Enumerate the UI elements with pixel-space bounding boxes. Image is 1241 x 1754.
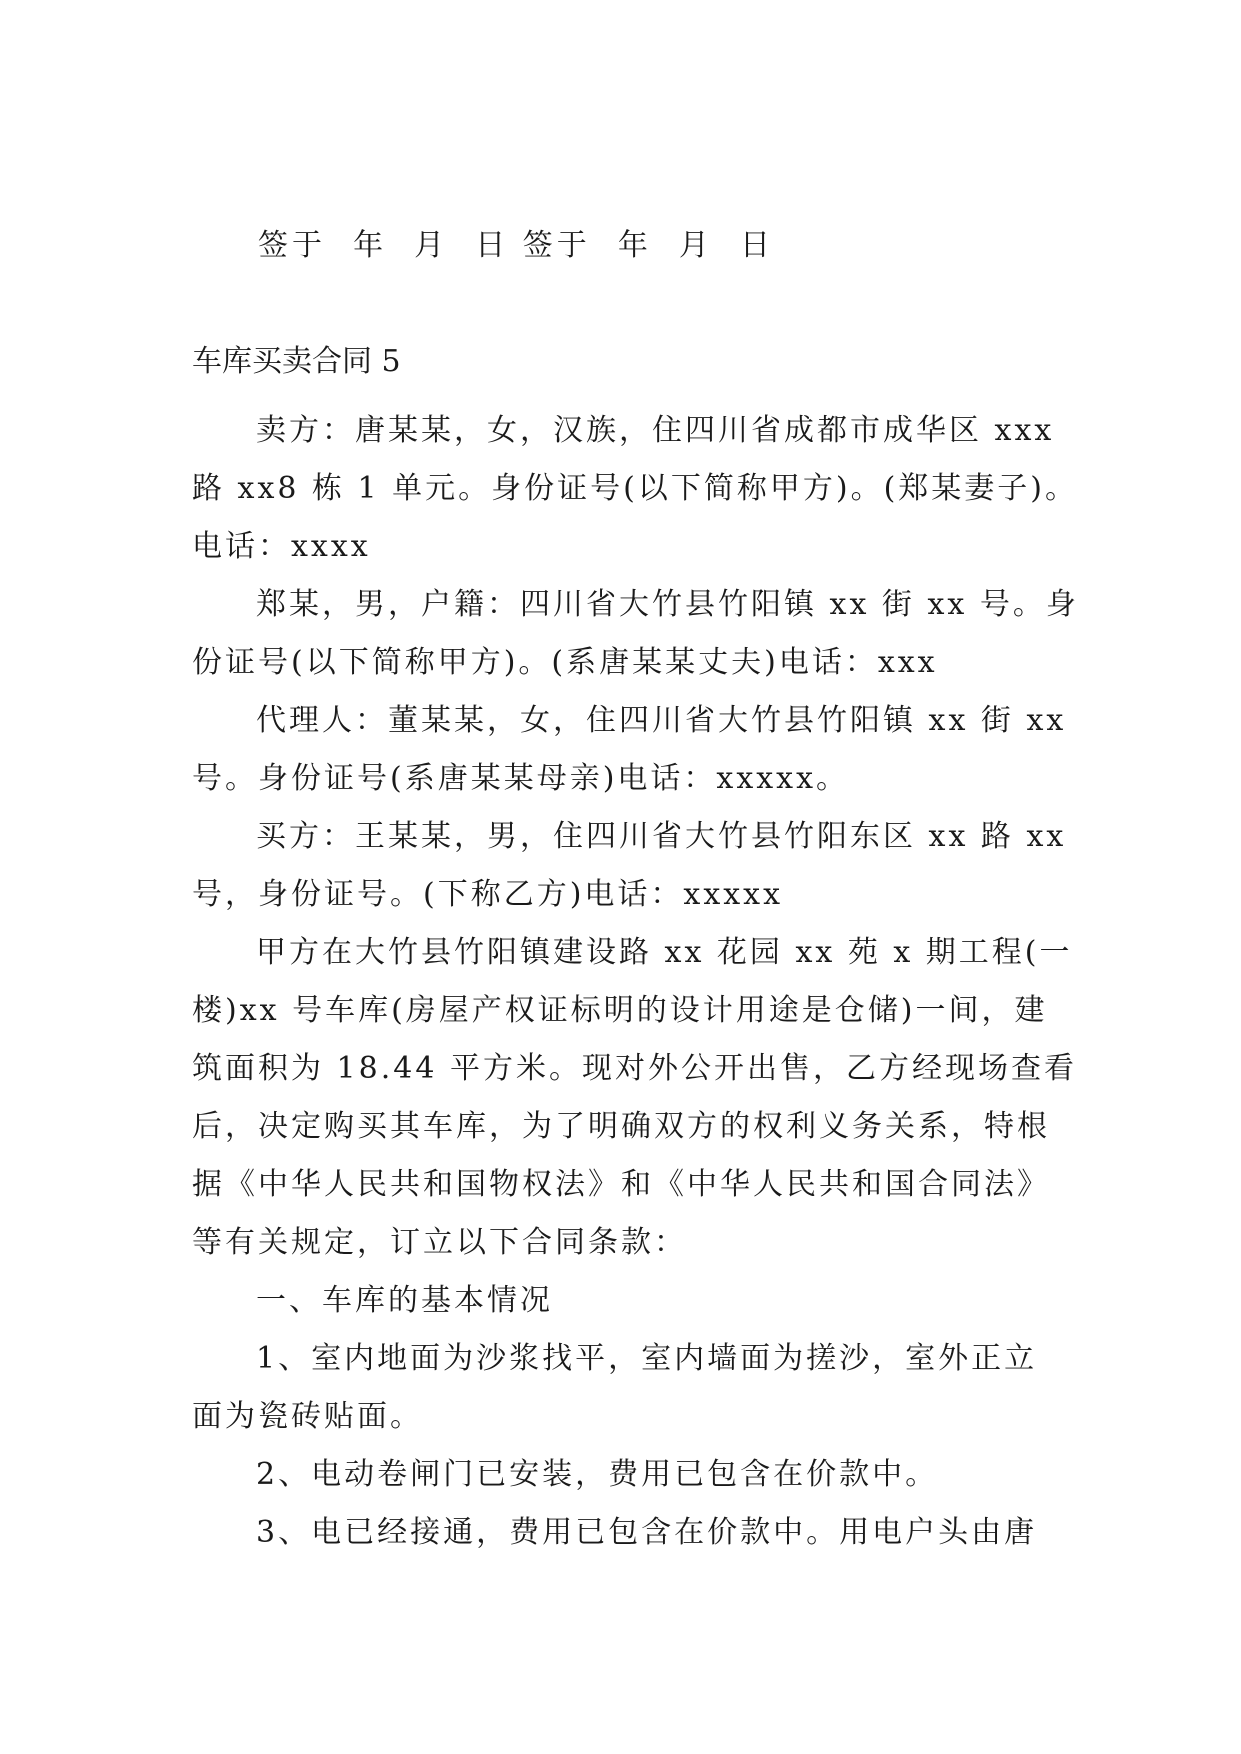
text-line: 份证号(以下简称甲方)。(系唐某某丈夫)电话：xxx xyxy=(192,645,938,680)
contract-body xyxy=(192,402,1079,1562)
paragraph-preamble xyxy=(192,924,1077,1272)
paragraph-seller-husband xyxy=(192,576,1079,692)
text-line: 2、电动卷闸门已安装，费用已包含在价款中。 xyxy=(256,1457,939,1492)
paragraph-seller xyxy=(192,402,1078,576)
text-line: 面为瓷砖贴面。 xyxy=(192,1399,423,1434)
text-line: 买方：王某某，男，住四川省大竹县竹阳东区 xx 路 xx xyxy=(256,819,1067,854)
text-line: 号，身份证号。(下称乙方)电话：xxxxx xyxy=(192,877,784,912)
text-line: 等有关规定，订立以下合同条款： xyxy=(192,1225,687,1260)
text-line: 筑面积为 18.44 平方米。现对外公开出售，乙方经现场查看 xyxy=(192,1051,1077,1086)
text-line: 卖方：唐某某，女，汉族，住四川省成都市成华区 xxx xyxy=(256,413,1055,448)
text-line: 3、电已经接通，费用已包含在价款中。用电户头由唐 xyxy=(256,1515,1038,1550)
text-line: 路 xx8 栋 1 单元。身份证号(以下简称甲方)。(郑某妻子)。 xyxy=(192,471,1078,506)
text-line: 据《中华人民共和国物权法》和《中华人民共和国合同法》 xyxy=(192,1167,1050,1202)
text-line: 一、车库的基本情况 xyxy=(256,1283,553,1318)
paragraph-buyer xyxy=(192,808,1067,924)
section-heading xyxy=(192,1272,1050,1330)
clause-2 xyxy=(192,1446,1050,1504)
clause-3 xyxy=(192,1504,1050,1562)
text-line: 后，决定购买其车库，为了明确双方的权利义务关系，特根 xyxy=(192,1109,1050,1144)
text-line: 1、室内地面为沙浆找平，室内墙面为搓沙，室外正立 xyxy=(256,1341,1038,1376)
signature-date-line: 签于 年 月 日 签于 年 月 日 xyxy=(258,228,774,263)
paragraph-agent xyxy=(192,692,1067,808)
contract-title: 车库买卖合同 5 xyxy=(192,344,401,379)
text-line: 郑某，男，户籍：四川省大竹县竹阳镇 xx 街 xx 号。身 xyxy=(256,587,1079,622)
clause-1 xyxy=(192,1330,1050,1446)
text-line: 电话：xxxx xyxy=(192,529,371,564)
text-line: 楼)xx 号车库(房屋产权证标明的设计用途是仓储)一间，建 xyxy=(192,993,1048,1028)
text-line: 号。身份证号(系唐某某母亲)电话：xxxxx。 xyxy=(192,761,850,796)
text-line: 代理人：董某某，女，住四川省大竹县竹阳镇 xx 街 xx xyxy=(256,703,1067,738)
text-line: 甲方在大竹县竹阳镇建设路 xx 花园 xx 苑 x 期工程(一 xyxy=(256,935,1073,970)
